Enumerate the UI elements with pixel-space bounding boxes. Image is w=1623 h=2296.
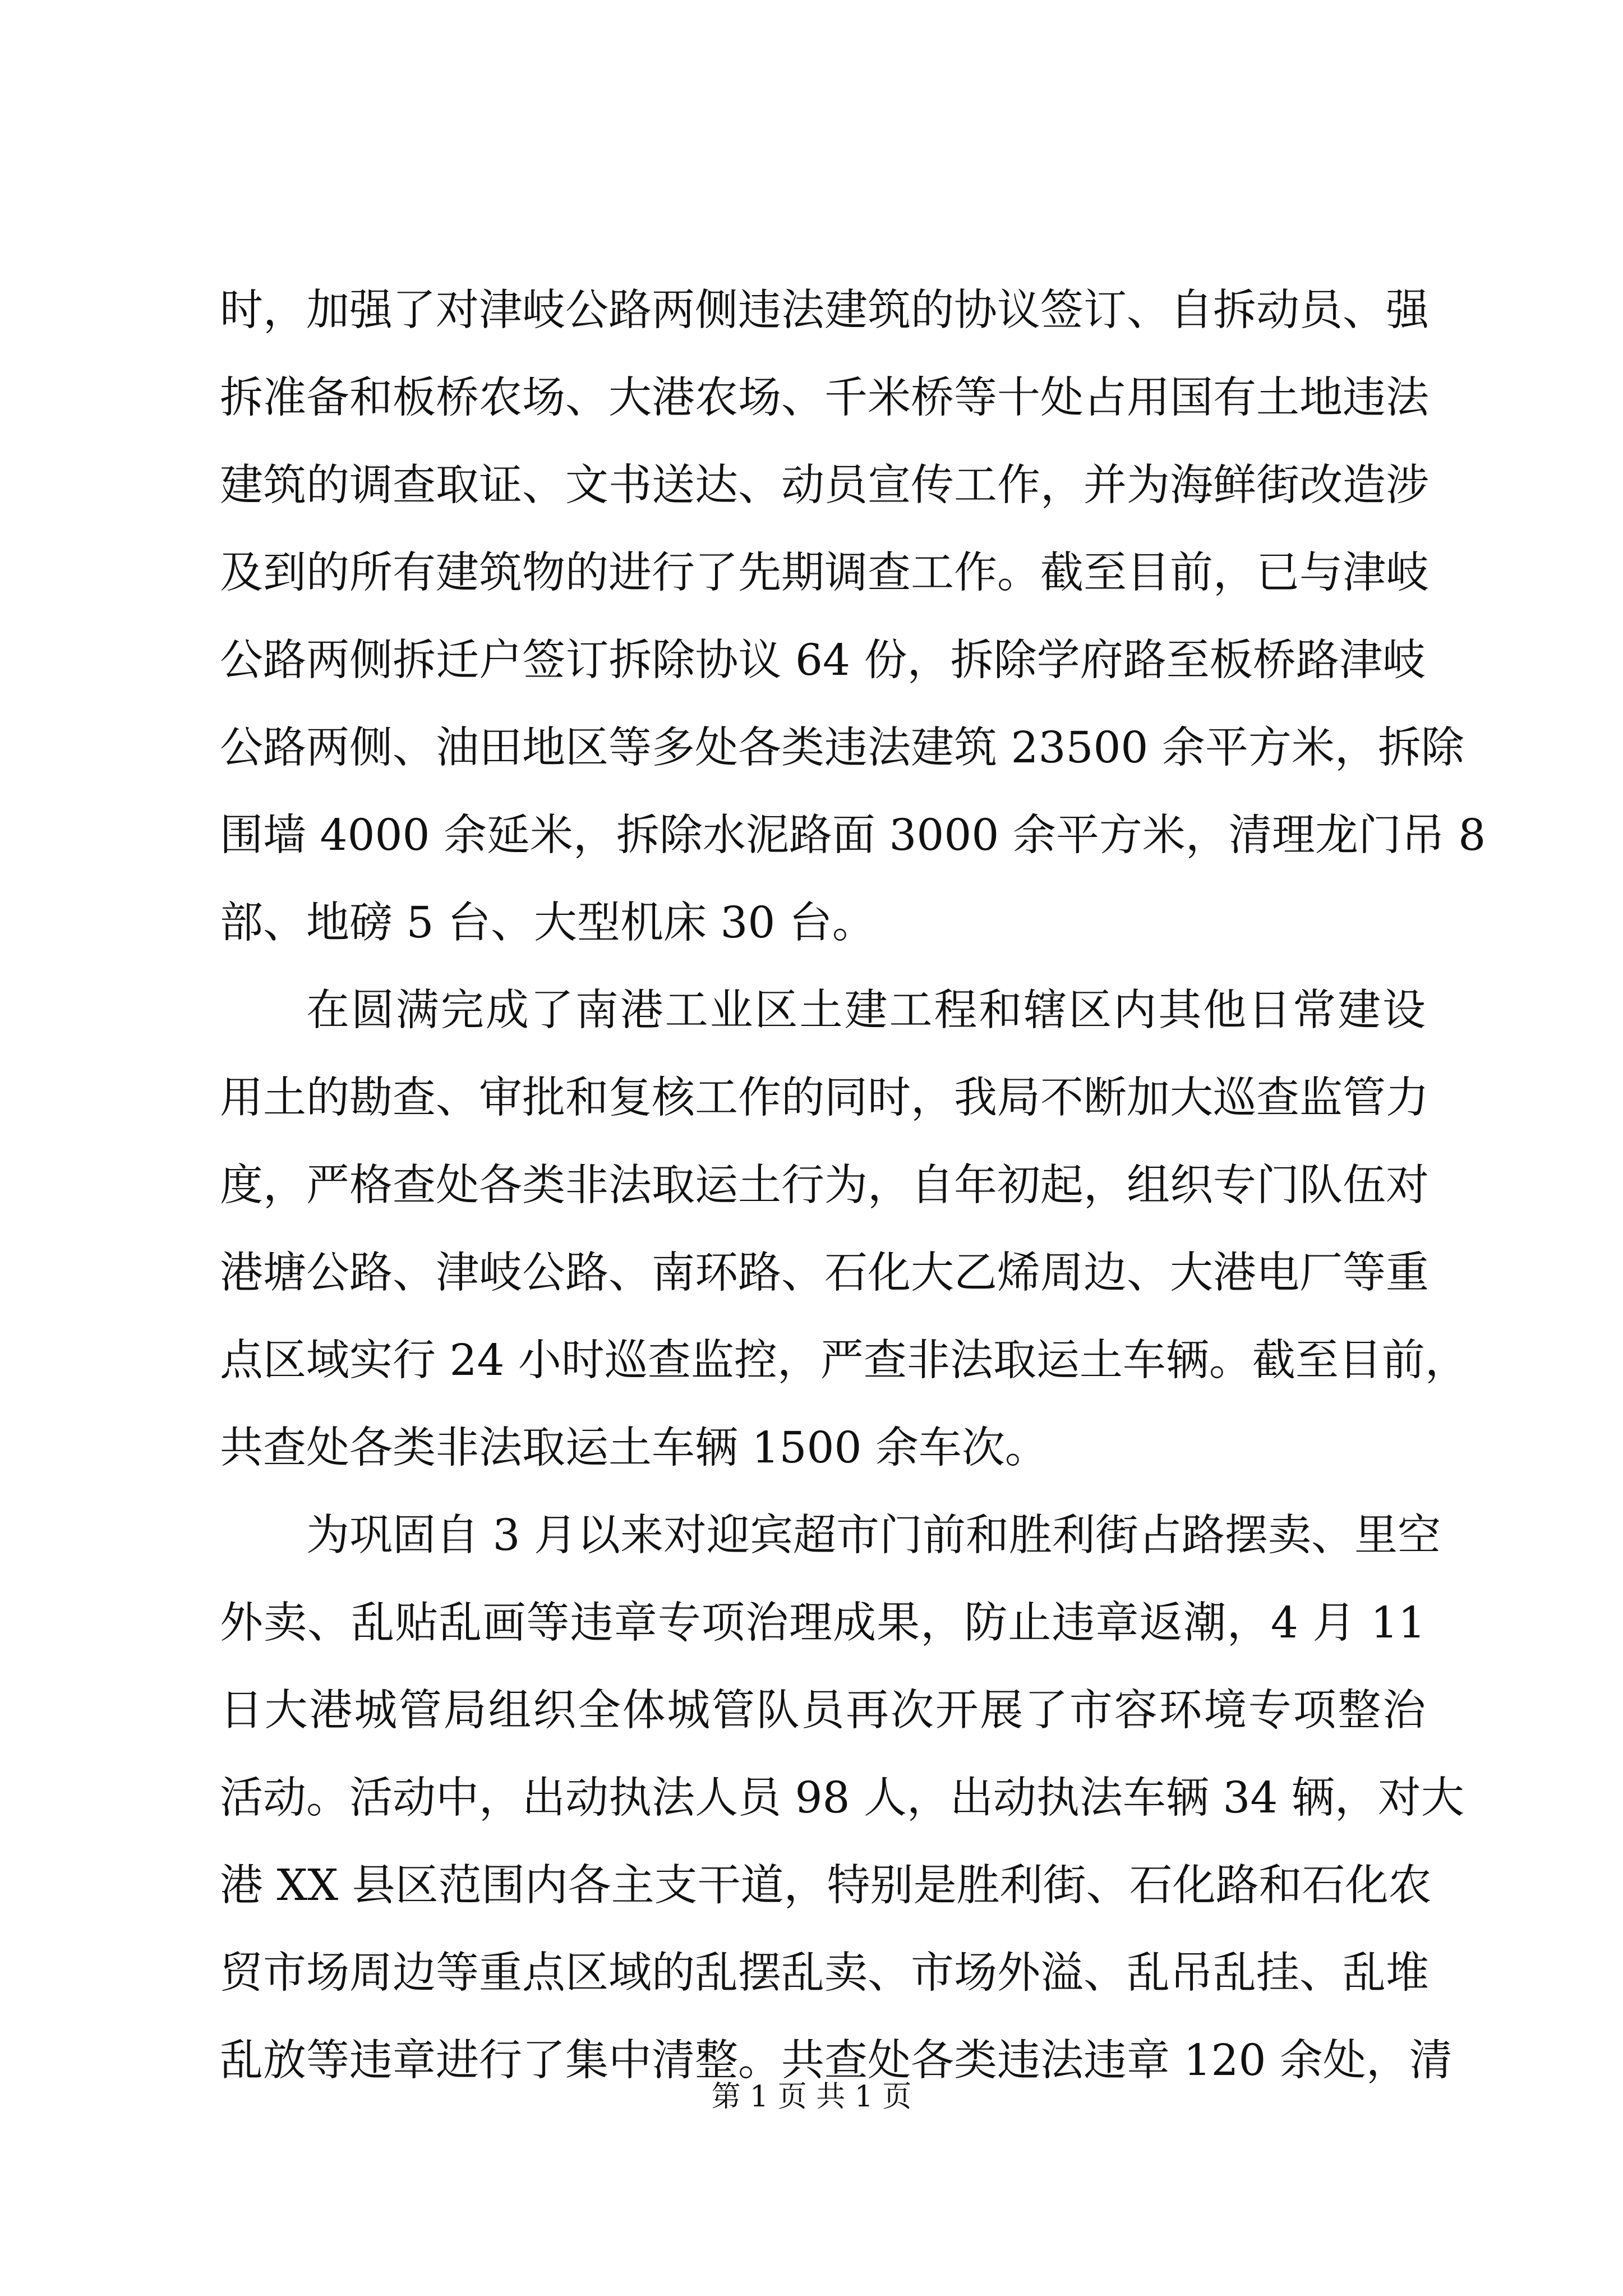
text-line: 建筑的调查取证、文书送达、动员宣传工作，并为海鲜街改造涉: [220, 461, 1429, 510]
text-line: 港塘公路、津岐公路、南环路、石化大乙烯周边、大港电厂等重: [220, 1248, 1429, 1298]
text-line: 港 XX 县区范围内各主支干道，特别是胜利街、石化路和石化农: [220, 1861, 1432, 1911]
page-number-footer: 第 1 页 共 1 页: [711, 2080, 912, 2114]
text-line: 时，加强了对津岐公路两侧违法建筑的协议签订、自拆动员、强: [220, 286, 1429, 335]
text-line: 拆准备和板桥农场、大港农场、千米桥等十处占用国有土地违法: [220, 373, 1429, 423]
text-line: 日大港城管局组织全体城管队员再次开展了市容环境专项整治: [220, 1686, 1426, 1736]
text-line: 点区域实行 24 小时巡查监控，严查非法取运土车辆。截至目前，: [220, 1336, 1468, 1386]
text-line: 及到的所有建筑物的进行了先期调查工作。截至目前，已与津岐: [220, 548, 1429, 598]
text-line: 部、地磅 5 台、大型机床 30 台。: [220, 898, 875, 948]
text-line: 活动。活动中，出动执法人员 98 人，出动执法车辆 34 辆，对大: [220, 1773, 1464, 1823]
text-line: 共查处各类非法取运土车辆 1500 余车次。: [220, 1423, 1048, 1473]
text-line: 围墙 4000 余延米，拆除水泥路面 3000 余平方米，清理龙门吊 8: [220, 811, 1486, 861]
text-line: 外卖、乱贴乱画等违章专项治理成果，防止违章返潮，4 月 11: [220, 1598, 1426, 1648]
text-line: 公路两侧、油田地区等多处各类违法建筑 23500 余平方米，拆除: [220, 723, 1464, 773]
paragraph-first-line: 在圆满完成了南港工业区土建工程和辖区内其他日常建设: [306, 986, 1426, 1036]
document-body: [220, 267, 1486, 2105]
text-line: 用土的勘查、审批和复核工作的同时，我局不断加大巡查监管力: [220, 1073, 1429, 1123]
text-line: 贸市场周边等重点区域的乱摆乱卖、市场外溢、乱吊乱挂、乱堆: [220, 1948, 1429, 1998]
text-line: 度，严格查处各类非法取运土行为，自年初起，组织专门队伍对: [220, 1161, 1429, 1211]
paragraph-first-line: 为巩固自 3 月以来对迎宾超市门前和胜利街占路摆卖、里空: [306, 1511, 1441, 1561]
text-line: 公路两侧拆迁户签订拆除协议 64 份，拆除学府路至板桥路津岐: [220, 636, 1426, 685]
text-line: 乱放等违章进行了集中清整。共查处各类违法违章 120 余处，清: [220, 2036, 1453, 2086]
